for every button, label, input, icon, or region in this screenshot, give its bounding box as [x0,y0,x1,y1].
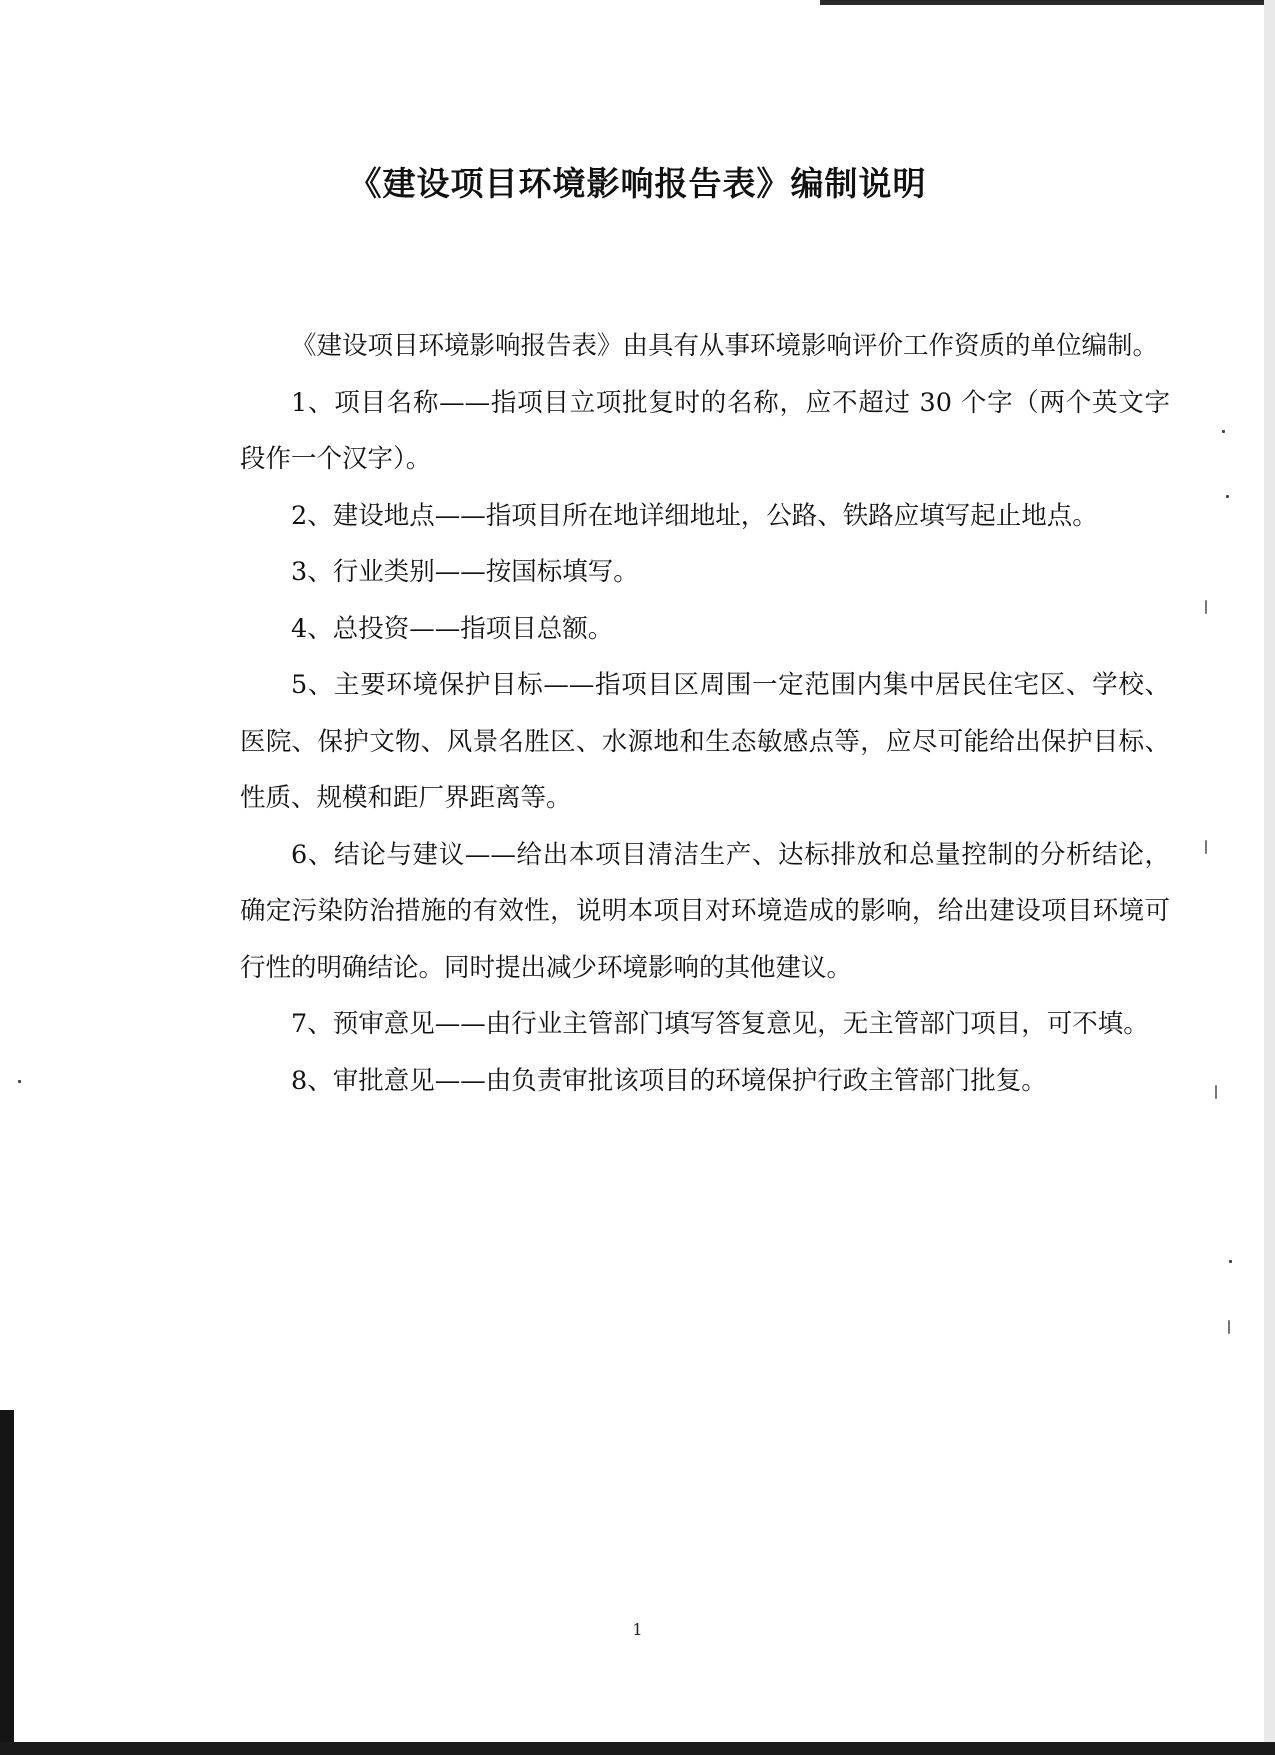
item-construction-site: 2、建设地点——指项目所在地详细地址，公路、铁路应填写起止地点。 [291,500,1098,531]
intro-paragraph: 《建设项目环境影响报告表》由具有从事环境影响评价工作资质的单位编制。 [291,331,1159,361]
page-number: 1 [632,1620,643,1639]
scan-speck [1229,1260,1232,1263]
item-conclusions: 6、结论与建议——给出本项目清洁生产、达标排放和总量控制的分析结论，确定污染防治措施的有效性，说明本项目对环境造成的影响，给出建设项目环境可行性的明确结论。同时提出减少环境影响的其他建议。 [240,839,1170,983]
scan-speck [1228,1320,1230,1334]
scan-edge-right [1264,0,1275,1755]
scan-edge-left [0,1410,14,1755]
scan-edge-bottom [0,1742,1275,1755]
item-industry-category: 3、行业类别——按国标填写。 [291,557,639,587]
item-pre-review: 7、预审意见——由行业主管部门填写答复意见，无主管部门项目，可不填。 [291,1009,1149,1039]
scan-speck [1215,1085,1217,1099]
scan-edge-top [820,0,1275,5]
scan-speck [1205,600,1207,614]
scan-speck [18,1080,21,1083]
document-title: 《建设项目环境影响报告表》编制说明 [348,164,927,203]
scan-speck [1226,495,1229,498]
document-body [240,318,1170,1109]
item-approval: 8、审批意见——由负责审批该项目的环境保护行政主管部门批复。 [291,1065,1047,1096]
item-project-name: 1、项目名称——指项目立项批复时的名称，应不超过 30 个字（两个英文字段作一个汉字）。 [240,387,1170,474]
item-protection-targets: 5、主要环境保护目标——指项目区周围一定范围内集中居民住宅区、学校、医院、保护文物、风景名胜区、水源地和生态敏感点等，应尽可能给出保护目标、性质、规模和距厂界距离等。 [240,670,1170,813]
item-total-investment: 4、总投资——指项目总额。 [291,613,614,644]
scan-speck [1222,430,1225,433]
scan-speck [1205,840,1207,854]
